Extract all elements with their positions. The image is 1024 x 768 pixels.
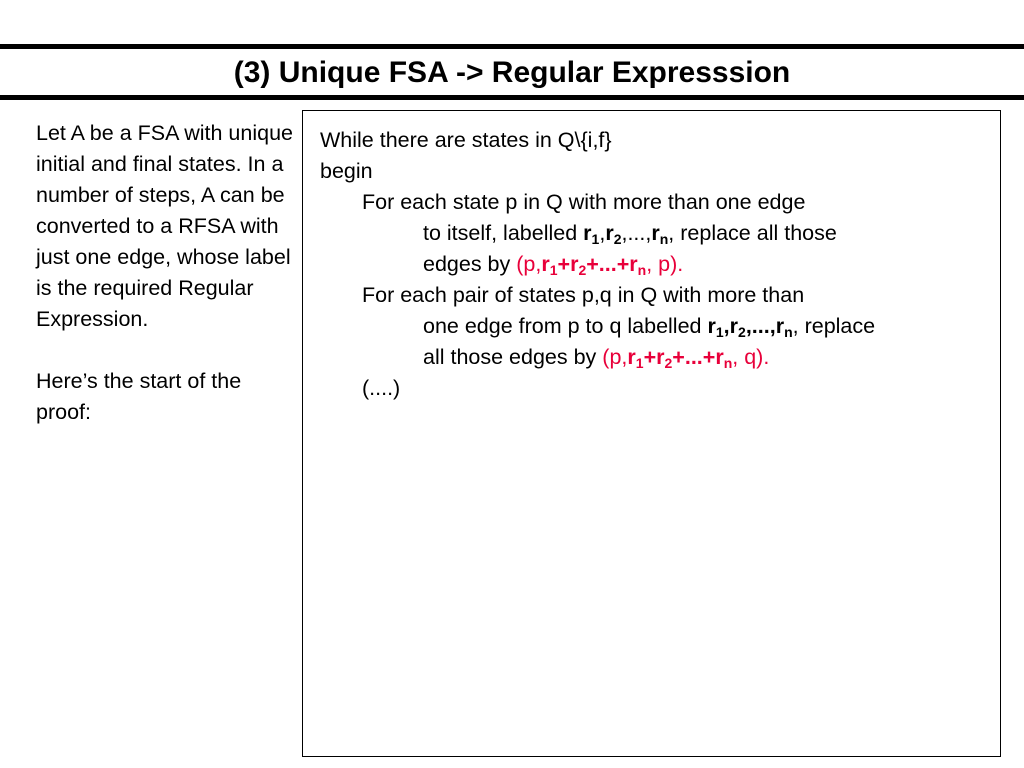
- line7-prefix: one edge from p to q labelled: [423, 314, 708, 338]
- intro-paragraph: Let A be a FSA with unique initial and final states. In a number of steps, A can be converted to a RFSA with just one edge, whose label is the required Regular Expression.: [36, 121, 293, 331]
- algorithm-line-self-edges: to itself, labelled $r_1,r_2,...,r_n$, replace all those: [423, 221, 837, 247]
- line4-prefix: to itself, labelled: [423, 221, 584, 245]
- line7-suffix: , replace: [792, 314, 876, 338]
- left-text-column: [36, 118, 296, 428]
- algorithm-line-while: While there are states in Q\{i,f}: [320, 128, 612, 152]
- label-r2: $r_2$: [605, 221, 622, 247]
- replacement-pair-edge: ($p,r_1+r_2+...+r_n$, q).: [602, 345, 770, 371]
- replacement-self-edge: ($p,r_1+r_2+...+r_n$, p).: [516, 252, 684, 278]
- algorithm-line-pair-edges: [320, 311, 995, 342]
- line4-suffix: , replace all those: [668, 221, 837, 245]
- pair-labels: $r_1,r_2,...,r_n$: [707, 314, 793, 340]
- algorithm-text: [320, 125, 995, 404]
- label-r1: $r_1$: [583, 221, 600, 247]
- title-top-rule: [0, 44, 1024, 49]
- algorithm-line-replace-self: [320, 249, 995, 280]
- line8-prefix: all those edges by: [423, 345, 603, 369]
- title-bottom-rule: [0, 95, 1024, 100]
- slide-title: (3) Unique FSA -> Regular Expresssion: [233, 56, 791, 89]
- algorithm-line-begin: begin: [320, 159, 373, 183]
- line5-prefix: edges by: [423, 252, 517, 276]
- proof-start-paragraph: Here’s the start of the proof:: [36, 369, 242, 424]
- algorithm-line-replace-pair: [320, 342, 995, 373]
- algorithm-line-foreach-pair: For each pair of states p,q in Q with more than: [362, 283, 805, 307]
- algorithm-line-ellipsis: (....): [362, 376, 401, 400]
- label-rn: $r_n$: [651, 221, 669, 247]
- algorithm-line-foreach-state: For each state p in Q with more than one edge: [362, 190, 806, 214]
